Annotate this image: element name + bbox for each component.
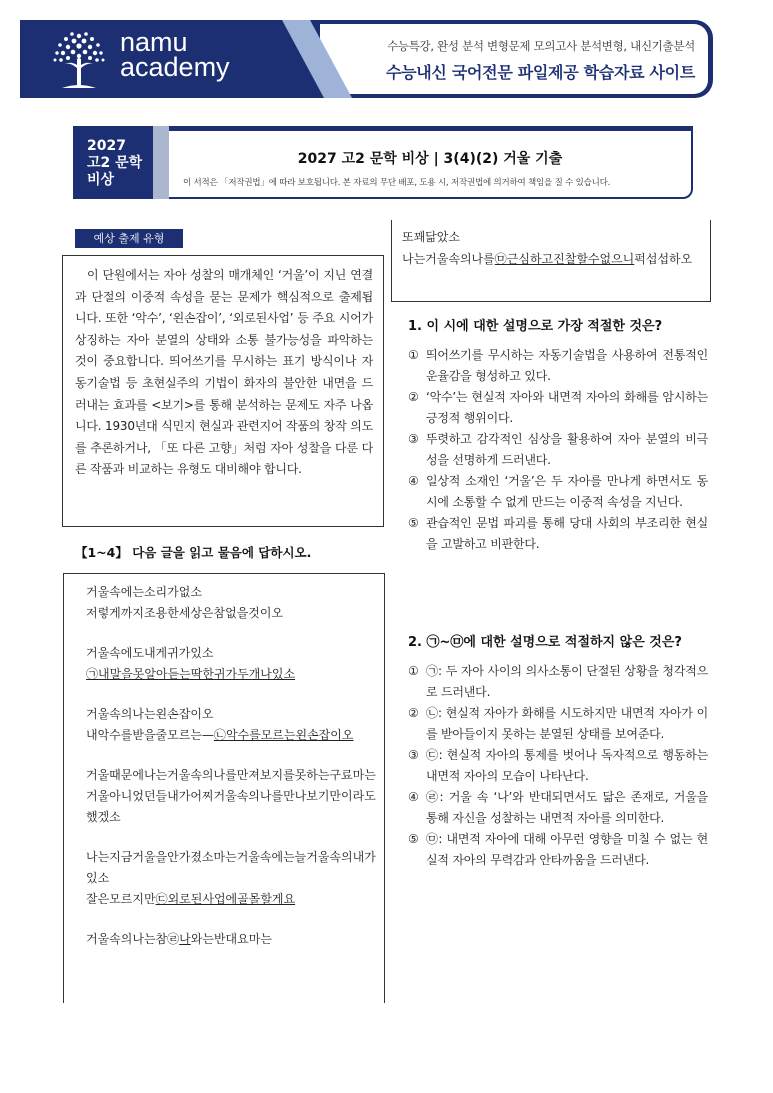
poem-line: 나는지금거울을안가졌소마는거울속에는늘거울속의내가있소	[86, 850, 376, 885]
marker-e: ㉤	[494, 252, 507, 266]
question-2-option-5[interactable]: ⑤ ㉤: 내면적 자아에 대해 아무런 영향을 미칠 수 없는 현실적 자아의 무력감과 안타까움을 드러낸다.	[408, 832, 708, 867]
document-title-box	[73, 126, 693, 199]
title-side-publisher: 비상	[87, 172, 115, 188]
site-header-banner	[20, 20, 713, 98]
expected-type-tag: 예상 출제 유형	[75, 229, 183, 248]
copyright-notice: 이 서적은 「저작권법」에 따라 보호됩니다. 본 자료의 무단 배포, 도용 시, 저작권법에 의거하여 책임을 질 수 있습니다.	[183, 178, 611, 188]
question-1-option-2[interactable]: ② ‘악수’는 현실적 자아와 내면적 자아의 화해를 암시하는 긍정적 행위이다.	[408, 390, 708, 425]
title-side-year: 2027	[87, 138, 126, 154]
tree-logo-icon	[48, 26, 110, 90]
expected-type-text: 이 단원에서는 자아 성찰의 매개체인 ‘거울’이 지닌 연결과 단절의 이중적 속성을 묻는 문제가 핵심적으로 출제됩니다. 또한 ‘악수’, ‘왼손잡이’, ‘외로된사업’ 등 주요 시어가 상징하는 자아 분열의 상태와 소통 불가능성을 파악하는 것이 중요합니다. 띄어쓰기를 무시하는 표기 방식이나 자동기술법 등 초현실주의 기법이 화자의 불안한 내면을 드러내는 효과를 <보기>를 통해 분석하는 문제도 자주 나옵니다. 1930년대 식민지 현실과 관련지어 작품의 창작 의도를 추론하거나, 「또 다른 고향」처럼 자아 성찰을 다룬 다른 작품과 비교하는 유형도 대비해야 합니다.	[75, 268, 374, 477]
banner-white-panel	[320, 24, 708, 94]
title-accent-bar	[153, 126, 169, 199]
poem-line: 저렇게까지조용한세상은참없을것이오	[86, 606, 284, 620]
underlined-c: 외로된사업에골몰할게요	[167, 892, 296, 906]
underlined-d: 나	[179, 932, 191, 946]
logo-line-1: namu	[120, 27, 188, 57]
header-site-title: 수능내신 국어전문 파일제공 학습자료 사이트	[385, 63, 695, 82]
question-2-option-1[interactable]: ① ㉠: 두 자아 사이의 의사소통이 단절된 상황을 청각적으로 드러낸다.	[408, 664, 708, 699]
question-2-option-2[interactable]: ② ㉡: 현실적 자아가 화해를 시도하지만 내면적 자아가 이를 받아들이지 못하는 분열된 상태를 보여준다.	[408, 706, 708, 741]
poem-line: 거울아니었던들내가어찌거울속의나를만나보기만이라도했겠소	[86, 789, 376, 824]
title-main-panel	[169, 126, 693, 199]
title-side-label	[73, 126, 153, 199]
question-2-option-3[interactable]: ③ ㉢: 현실적 자아의 통제를 벗어나 독자적으로 행동하는 내면적 자아의 모습이 나타난다.	[408, 748, 708, 783]
poem-line: 거울속의나는왼손잡이오	[86, 707, 214, 721]
poem-line: 또꽤닮았소	[402, 230, 460, 244]
question-1-option-3[interactable]: ③ 뚜렷하고 감각적인 심상을 활용하여 자아 분열의 비극성을 선명하게 드러낸다.	[408, 432, 708, 467]
question-2-option-4[interactable]: ④ ㉣: 거울 속 ‘나’와 반대되면서도 닮은 존재로, 거울을 통해 자신을 성찰하는 내면적 자아를 의미한다.	[408, 790, 708, 825]
question-1-option-5[interactable]: ⑤ 관습적인 문법 파괴를 통해 당대 사회의 부조리한 현실을 고발하고 비판한다.	[408, 516, 708, 551]
logo-line-2: academy	[120, 52, 230, 82]
title-side-grade: 고2 문학	[87, 155, 143, 171]
poem-line	[86, 664, 376, 685]
marker-c: ㉢	[155, 892, 168, 906]
marker-b: ㉡	[213, 728, 226, 742]
poem-line: 내악수를받을줄모르는—㉡악수를모르는왼손잡이오	[86, 728, 354, 742]
question-1-title: 1. 이 시에 대한 설명으로 가장 적절한 것은?	[408, 319, 663, 334]
poem-line: 잘은모르지만㉢외로된사업에골몰할게요	[86, 892, 296, 906]
logo-wordmark	[120, 27, 230, 82]
poem-passage-continued	[391, 220, 711, 302]
marker-a: ㉠	[86, 667, 99, 681]
question-instruction: 【1~4】 다음 글을 읽고 물음에 답하시오.	[75, 545, 312, 560]
underlined-a: 내말을못알아듣는딱한귀가두개나있소	[98, 667, 296, 681]
question-1-option-4[interactable]: ④ 일상적 소재인 ‘거울’은 두 자아를 만나게 하면서도 동시에 소통할 수 없게 만드는 이중적 속성을 지닌다.	[408, 474, 708, 509]
title-top-bar	[169, 126, 693, 131]
poem-passage	[63, 573, 385, 1003]
poem-line: 거울속에도내게귀가있소	[86, 646, 214, 660]
question-1	[408, 316, 708, 555]
page-title: 2027 고2 문학 비상 | 3(4)(2) 거울 기출	[297, 151, 563, 167]
expected-type-box	[62, 255, 384, 527]
poem-line: 거울때문에나는거울속의나를만져보지를못하는구료마는	[86, 768, 376, 782]
poem-line: 나는거울속의나를㉤근심하고진찰할수없으니퍽섭섭하오	[402, 252, 693, 266]
question-2-title: 2. ㉠~㉤에 대한 설명으로 적절하지 않은 것은?	[408, 635, 682, 650]
question-1-option-1[interactable]: ① 띄어쓰기를 무시하는 자동기술법을 사용하여 전통적인 운율감을 형성하고 있다.	[408, 348, 708, 383]
poem-line: 거울속에는소리가없소	[86, 585, 202, 599]
underlined-e: 근심하고진찰할수없으니	[506, 252, 635, 266]
question-2	[408, 632, 708, 871]
marker-d: ㉣	[167, 932, 180, 946]
poem-line: 거울속의나는참㉣나와는반대요마는	[86, 932, 272, 946]
header-subtitle: 수능특강, 완성 분석 변형문제 모의고사 분석변형, 내신기출분석	[387, 39, 695, 53]
underlined-b: 악수를모르는왼손잡이오	[225, 728, 354, 742]
